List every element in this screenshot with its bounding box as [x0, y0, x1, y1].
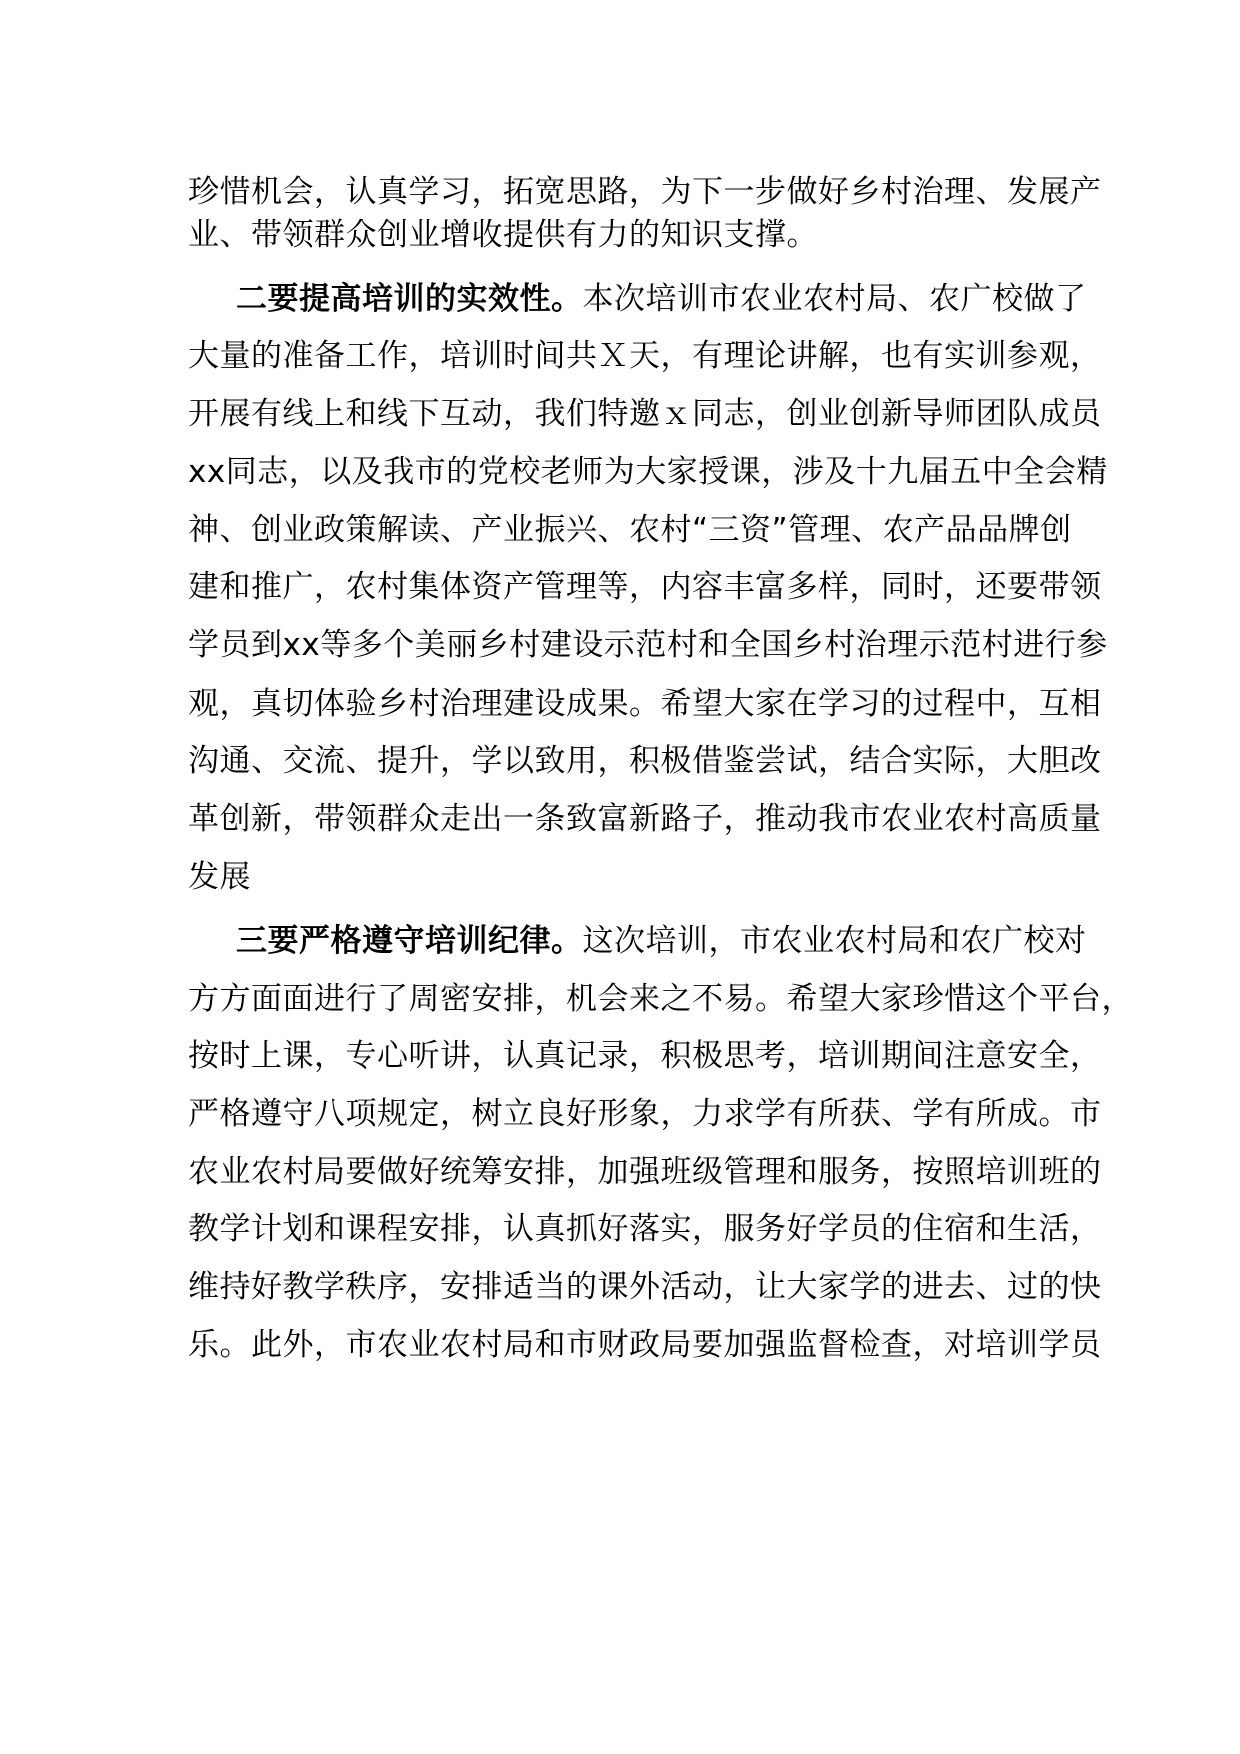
- section-heading: 二要提高培训的实效性。: [236, 281, 583, 317]
- text-line: 大量的准备工作，培训时间共Ｘ天，有理论讲解，也有实训参观，: [188, 338, 1102, 374]
- paragraph-first-line: [236, 279, 1087, 319]
- text-line: 珍惜机会，认真学习，拓宽思路，为下一步做好乡村治理、发展产: [188, 174, 1102, 210]
- text-line: 革创新，带领群众走出一条致富新路子，推动我市农业农村高质量: [188, 801, 1102, 837]
- text-line: 乐。此外，市农业农村局和市财政局要加强监督检查，对培训学员: [188, 1327, 1102, 1363]
- text-line: xx同志，以及我市的党校老师为大家授课，涉及十九届五中全会精: [188, 454, 1108, 490]
- text-run: 本次培训市农业农村局、农广校做了: [582, 281, 1087, 317]
- text-line: 农业农村局要做好统筹安排，加强班级管理和服务，按照培训班的: [188, 1154, 1102, 1190]
- paragraph-first-line: [236, 921, 1087, 961]
- text-line: 开展有线上和线下互动，我们特邀ｘ同志，创业创新导师团队成员: [188, 396, 1102, 432]
- text-line: 学员到xx等多个美丽乡村建设示范村和全国乡村治理示范村进行参: [188, 627, 1108, 663]
- text-line: 按时上课，专心听讲，认真记录，积极思考，培训期间注意安全，: [188, 1038, 1102, 1074]
- text-line: 教学计划和课程安排，认真抓好落实，服务好学员的住宿和生活，: [188, 1211, 1102, 1247]
- text-line: 建和推广，农村集体资产管理等，内容丰富多样，同时，还要带领: [188, 569, 1102, 605]
- section-heading: 三要严格遵守培训纪律。: [236, 923, 583, 959]
- text-line: 严格遵守八项规定，树立良好形象，力求学有所获、学有所成。市: [188, 1096, 1102, 1132]
- text-line: 维持好教学秩序，安排适当的课外活动，让大家学的进去、过的快: [188, 1269, 1102, 1305]
- text-line: 神、创业政策解读、产业振兴、农村“三资”管理、农产品品牌创: [188, 512, 1072, 548]
- text-line: 方方面面进行了周密安排，机会来之不易。希望大家珍惜这个平台，: [188, 981, 1133, 1017]
- text-line: 业、带领群众创业增收提供有力的知识支撑。: [188, 217, 818, 253]
- text-line: 发展: [188, 859, 251, 895]
- text-run: 这次培训，市农业农村局和农广校对: [582, 923, 1087, 959]
- text-line: 沟通、交流、提升，学以致用，积极借鉴尝试，结合实际，大胆改: [188, 743, 1102, 779]
- text-line: 观，真切体验乡村治理建设成果。希望大家在学习的过程中，互相: [188, 686, 1102, 722]
